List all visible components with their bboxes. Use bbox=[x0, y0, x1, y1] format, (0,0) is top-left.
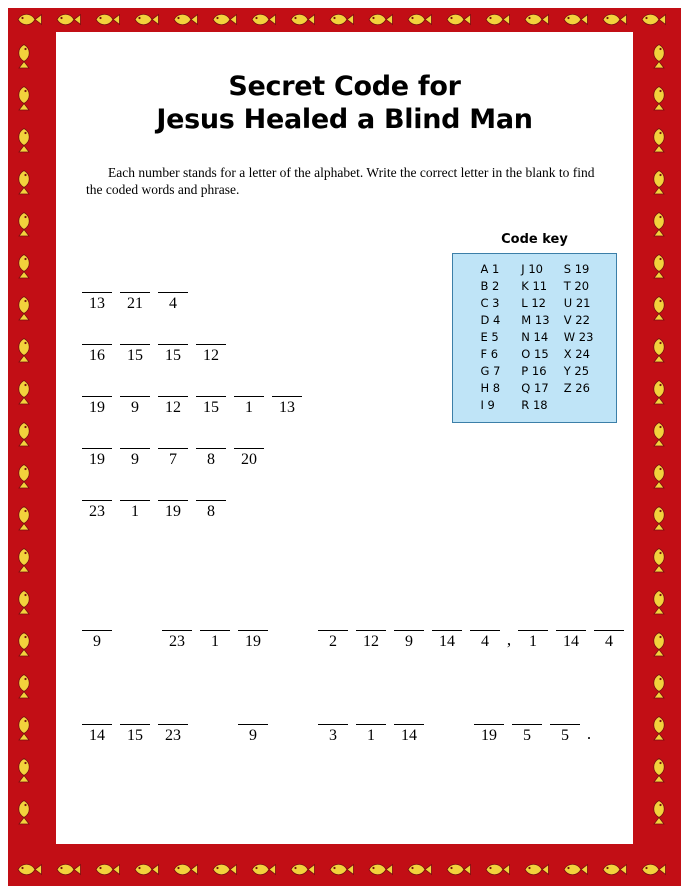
answer-blank[interactable] bbox=[390, 610, 428, 652]
fish-icon bbox=[652, 631, 667, 657]
fish-icon bbox=[16, 12, 42, 27]
fish-icon bbox=[55, 12, 81, 27]
code-key-cell: A 1 bbox=[480, 262, 500, 276]
blank-line[interactable] bbox=[82, 480, 112, 501]
fish-icon bbox=[652, 127, 667, 153]
answer-blank[interactable] bbox=[78, 376, 116, 418]
code-key-cell: N 14 bbox=[521, 330, 549, 344]
blank-line[interactable] bbox=[158, 428, 188, 449]
fish-icon bbox=[172, 12, 198, 27]
code-key-cell: S 19 bbox=[563, 262, 590, 276]
fish-icon bbox=[17, 43, 32, 69]
fish-icon bbox=[17, 463, 32, 489]
coded-word bbox=[234, 704, 272, 746]
blank-line[interactable] bbox=[238, 704, 268, 725]
fish-icon bbox=[652, 337, 667, 363]
code-key-cell: O 15 bbox=[521, 347, 549, 361]
code-key-title: Code key bbox=[501, 232, 568, 247]
fish-icon bbox=[17, 169, 32, 195]
code-key-cell: G 7 bbox=[480, 364, 501, 378]
answer-blank[interactable] bbox=[116, 428, 154, 470]
answer-blank[interactable] bbox=[352, 704, 390, 746]
fish-icon bbox=[652, 211, 667, 237]
code-key-cell: P 16 bbox=[521, 364, 547, 378]
code-number: 2 bbox=[329, 633, 337, 650]
code-number: 9 bbox=[131, 451, 139, 468]
blank-line[interactable] bbox=[158, 480, 188, 501]
blank-line[interactable] bbox=[356, 704, 386, 725]
puzzle-row bbox=[56, 610, 633, 664]
blank-line[interactable] bbox=[318, 704, 348, 725]
fish-icon bbox=[640, 12, 666, 27]
coded-word bbox=[314, 610, 504, 652]
fish-icon bbox=[133, 12, 159, 27]
fish-icon bbox=[523, 862, 549, 877]
code-key-cell: B 2 bbox=[480, 279, 500, 293]
blank-line[interactable] bbox=[120, 428, 150, 449]
code-number: 19 bbox=[481, 727, 497, 744]
code-number: 15 bbox=[203, 399, 219, 416]
fish-icon bbox=[250, 12, 276, 27]
code-number: 3 bbox=[329, 727, 337, 744]
coded-word bbox=[78, 376, 306, 418]
blank-line[interactable] bbox=[512, 704, 542, 725]
fish-icon bbox=[172, 862, 198, 877]
fish-icon bbox=[17, 757, 32, 783]
code-number: 1 bbox=[245, 399, 253, 416]
punctuation-mark: . bbox=[586, 724, 592, 743]
blank-line[interactable] bbox=[158, 324, 188, 345]
code-number: 14 bbox=[439, 633, 455, 650]
blank-line[interactable] bbox=[470, 610, 500, 631]
answer-blank[interactable] bbox=[116, 324, 154, 366]
code-key-cell: Q 17 bbox=[521, 381, 549, 395]
code-number: 15 bbox=[165, 347, 181, 364]
fish-icon bbox=[652, 421, 667, 447]
code-key-cell: Z 26 bbox=[563, 381, 590, 395]
code-key-cell: K 11 bbox=[521, 279, 548, 293]
fish-icon bbox=[250, 862, 276, 877]
code-number: 9 bbox=[93, 633, 101, 650]
fish-icon bbox=[484, 12, 510, 27]
blank-line[interactable] bbox=[196, 324, 226, 345]
blank-line[interactable] bbox=[518, 610, 548, 631]
code-key-cell: F 6 bbox=[480, 347, 499, 361]
answer-blank[interactable] bbox=[154, 480, 192, 522]
answer-blank[interactable] bbox=[466, 610, 504, 652]
fish-icon bbox=[328, 12, 354, 27]
answer-blank[interactable] bbox=[154, 272, 192, 314]
worksheet-content bbox=[56, 32, 633, 844]
answer-blank[interactable] bbox=[192, 428, 230, 470]
answer-blank[interactable] bbox=[154, 376, 192, 418]
blank-line[interactable] bbox=[120, 704, 150, 725]
coded-word bbox=[78, 324, 230, 366]
blank-line[interactable] bbox=[196, 480, 226, 501]
fish-icon bbox=[17, 337, 32, 363]
blank-line[interactable] bbox=[318, 610, 348, 631]
blank-line[interactable] bbox=[120, 272, 150, 293]
code-key-cell: I 9 bbox=[480, 398, 495, 412]
code-key-cell: C 3 bbox=[480, 296, 500, 310]
code-number: 19 bbox=[245, 633, 261, 650]
blank-line[interactable] bbox=[82, 704, 112, 725]
title-line-2: Jesus Healed a Blind Man bbox=[156, 104, 533, 135]
code-number: 13 bbox=[89, 295, 105, 312]
code-number: 7 bbox=[169, 451, 177, 468]
answer-blank[interactable] bbox=[78, 324, 116, 366]
code-number: 8 bbox=[207, 451, 215, 468]
code-key-cell: L 12 bbox=[521, 296, 546, 310]
code-key-cell: X 24 bbox=[563, 347, 590, 361]
fish-icon bbox=[328, 862, 354, 877]
answer-blank[interactable] bbox=[154, 428, 192, 470]
code-number: 21 bbox=[127, 295, 143, 312]
answer-blank[interactable] bbox=[268, 376, 306, 418]
blank-line[interactable] bbox=[550, 704, 580, 725]
code-number: 14 bbox=[563, 633, 579, 650]
code-key-cell: D 4 bbox=[480, 313, 501, 327]
fish-icon bbox=[289, 862, 315, 877]
code-key-cell: Y 25 bbox=[563, 364, 590, 378]
blank-line[interactable] bbox=[196, 376, 226, 397]
coded-word bbox=[158, 610, 272, 652]
answer-blank[interactable] bbox=[192, 376, 230, 418]
answer-blank[interactable] bbox=[314, 610, 352, 652]
code-key-cell: T 20 bbox=[563, 279, 590, 293]
code-number: 5 bbox=[523, 727, 531, 744]
answer-blank[interactable] bbox=[230, 376, 268, 418]
answer-blank[interactable] bbox=[552, 610, 590, 652]
answer-blank[interactable] bbox=[234, 704, 272, 746]
puzzle-row bbox=[56, 480, 633, 532]
fish-icon bbox=[17, 421, 32, 447]
answer-blank[interactable] bbox=[192, 324, 230, 366]
fish-icon bbox=[562, 862, 588, 877]
answer-blank[interactable] bbox=[78, 428, 116, 470]
code-key-cell: E 5 bbox=[480, 330, 499, 344]
puzzle-row bbox=[56, 428, 633, 480]
fish-icon bbox=[652, 43, 667, 69]
blank-line[interactable] bbox=[196, 428, 226, 449]
answer-blank[interactable] bbox=[508, 704, 546, 746]
answer-blank[interactable] bbox=[352, 610, 390, 652]
code-number: 14 bbox=[401, 727, 417, 744]
blank-line[interactable] bbox=[82, 610, 112, 631]
blank-line[interactable] bbox=[200, 610, 230, 631]
fish-icon bbox=[94, 862, 120, 877]
code-number: 9 bbox=[405, 633, 413, 650]
fish-icon bbox=[211, 12, 237, 27]
fish-icon bbox=[652, 253, 667, 279]
fish-icon bbox=[211, 862, 237, 877]
blank-line[interactable] bbox=[120, 324, 150, 345]
fish-icon bbox=[523, 12, 549, 27]
answer-blank[interactable] bbox=[546, 704, 584, 746]
blank-line[interactable] bbox=[356, 610, 386, 631]
code-number: 1 bbox=[131, 503, 139, 520]
blank-line[interactable] bbox=[120, 480, 150, 501]
answer-blank[interactable] bbox=[230, 428, 268, 470]
blank-line[interactable] bbox=[158, 704, 188, 725]
blank-line[interactable] bbox=[82, 428, 112, 449]
blank-line[interactable] bbox=[272, 376, 302, 397]
fish-icon bbox=[652, 379, 667, 405]
blank-line[interactable] bbox=[82, 324, 112, 345]
fish-icon bbox=[652, 757, 667, 783]
fish-icon bbox=[406, 12, 432, 27]
coded-word bbox=[78, 610, 116, 652]
fish-icon bbox=[367, 12, 393, 27]
code-number: 14 bbox=[89, 727, 105, 744]
fish-icon bbox=[640, 862, 666, 877]
blank-line[interactable] bbox=[234, 428, 264, 449]
code-number: 19 bbox=[89, 399, 105, 416]
code-key-cell: W 23 bbox=[563, 330, 594, 344]
fish-icon bbox=[289, 12, 315, 27]
code-number: 15 bbox=[127, 727, 143, 744]
code-number: 8 bbox=[207, 503, 215, 520]
code-number: 5 bbox=[561, 727, 569, 744]
blank-line[interactable] bbox=[474, 704, 504, 725]
code-number: 19 bbox=[165, 503, 181, 520]
fish-icon bbox=[17, 253, 32, 279]
puzzle-row bbox=[56, 272, 633, 324]
code-number: 4 bbox=[481, 633, 489, 650]
blank-line[interactable] bbox=[238, 610, 268, 631]
code-number: 12 bbox=[165, 399, 181, 416]
fish-icon bbox=[652, 589, 667, 615]
blank-line[interactable] bbox=[594, 610, 624, 631]
blank-line[interactable] bbox=[158, 272, 188, 293]
answer-blank[interactable] bbox=[78, 704, 116, 746]
fish-icon bbox=[484, 862, 510, 877]
puzzle-row bbox=[56, 704, 633, 758]
answer-blank[interactable] bbox=[116, 480, 154, 522]
fish-icon bbox=[445, 12, 471, 27]
blank-line[interactable] bbox=[162, 610, 192, 631]
code-number: 23 bbox=[169, 633, 185, 650]
fish-icon bbox=[16, 862, 42, 877]
fish-icon bbox=[652, 505, 667, 531]
fish-icon bbox=[55, 862, 81, 877]
fish-icon bbox=[17, 211, 32, 237]
answer-blank[interactable] bbox=[78, 480, 116, 522]
fish-icon bbox=[652, 673, 667, 699]
fish-icon bbox=[652, 295, 667, 321]
blank-line[interactable] bbox=[394, 704, 424, 725]
code-number: 12 bbox=[203, 347, 219, 364]
fish-icon bbox=[17, 547, 32, 573]
puzzle-row bbox=[56, 376, 633, 428]
answer-blank[interactable] bbox=[154, 324, 192, 366]
fish-icon bbox=[17, 589, 32, 615]
code-key-cell: H 8 bbox=[480, 381, 501, 395]
fish-icon bbox=[133, 862, 159, 877]
fish-icon bbox=[17, 127, 32, 153]
fish-icon bbox=[652, 715, 667, 741]
answer-blank[interactable] bbox=[154, 704, 192, 746]
fish-icon bbox=[17, 673, 32, 699]
blank-line[interactable] bbox=[120, 376, 150, 397]
code-number: 13 bbox=[279, 399, 295, 416]
coded-word bbox=[78, 704, 192, 746]
code-number: 1 bbox=[367, 727, 375, 744]
fish-icon bbox=[17, 799, 32, 825]
instructions-text: Each number stands for a letter of the alphabet. Write the correct letter in the blank to find the coded words and phrase. bbox=[86, 165, 595, 197]
code-number: 15 bbox=[127, 347, 143, 364]
answer-blank[interactable] bbox=[470, 704, 508, 746]
coded-word bbox=[514, 610, 628, 652]
blank-line[interactable] bbox=[394, 610, 424, 631]
answer-blank[interactable] bbox=[116, 376, 154, 418]
fish-icon bbox=[94, 12, 120, 27]
blank-line[interactable] bbox=[82, 376, 112, 397]
coded-word bbox=[78, 272, 192, 314]
code-number: 19 bbox=[89, 451, 105, 468]
fish-icon bbox=[406, 862, 432, 877]
title-line-1: Secret Code for bbox=[228, 71, 461, 102]
answer-blank[interactable] bbox=[78, 272, 116, 314]
fish-icon bbox=[17, 379, 32, 405]
answer-blank[interactable] bbox=[314, 704, 352, 746]
fish-icon bbox=[17, 715, 32, 741]
code-key-cell: U 21 bbox=[563, 296, 591, 310]
code-number: 12 bbox=[363, 633, 379, 650]
page-title bbox=[56, 70, 633, 136]
blank-line[interactable] bbox=[234, 376, 264, 397]
answer-blank[interactable] bbox=[192, 480, 230, 522]
answer-blank[interactable] bbox=[158, 610, 196, 652]
coded-word bbox=[470, 704, 584, 746]
answer-blank[interactable] bbox=[78, 610, 116, 652]
code-key-cell: V 22 bbox=[563, 313, 590, 327]
puzzle-lines bbox=[56, 272, 633, 758]
coded-word bbox=[78, 480, 230, 522]
fish-icon bbox=[652, 799, 667, 825]
code-key-cell: J 10 bbox=[521, 262, 543, 276]
answer-blank[interactable] bbox=[428, 610, 466, 652]
blank-line[interactable] bbox=[556, 610, 586, 631]
code-number: 20 bbox=[241, 451, 257, 468]
code-number: 4 bbox=[605, 633, 613, 650]
fish-icon bbox=[652, 547, 667, 573]
code-number: 1 bbox=[211, 633, 219, 650]
fish-icon bbox=[445, 862, 471, 877]
code-number: 9 bbox=[131, 399, 139, 416]
fish-icon bbox=[17, 295, 32, 321]
coded-word bbox=[78, 428, 268, 470]
coded-word bbox=[314, 704, 428, 746]
answer-blank[interactable] bbox=[196, 610, 234, 652]
code-number: 4 bbox=[169, 295, 177, 312]
answer-blank[interactable] bbox=[590, 610, 628, 652]
answer-blank[interactable] bbox=[116, 272, 154, 314]
code-number: 1 bbox=[529, 633, 537, 650]
code-number: 16 bbox=[89, 347, 105, 364]
fish-icon bbox=[17, 85, 32, 111]
fish-icon bbox=[601, 12, 627, 27]
fish-icon bbox=[652, 463, 667, 489]
fish-icon bbox=[562, 12, 588, 27]
fish-icon bbox=[17, 505, 32, 531]
fish-icon bbox=[652, 85, 667, 111]
puzzle-row bbox=[56, 324, 633, 376]
answer-blank[interactable] bbox=[390, 704, 428, 746]
blank-line[interactable] bbox=[432, 610, 462, 631]
fish-icon bbox=[17, 631, 32, 657]
code-number: 9 bbox=[249, 727, 257, 744]
code-key-cell: R 18 bbox=[521, 398, 548, 412]
fish-icon bbox=[601, 862, 627, 877]
answer-blank[interactable] bbox=[514, 610, 552, 652]
code-key-cell: M 13 bbox=[521, 313, 550, 327]
code-number: 23 bbox=[89, 503, 105, 520]
punctuation-mark: , bbox=[506, 630, 512, 649]
answer-blank[interactable] bbox=[234, 610, 272, 652]
fish-icon bbox=[367, 862, 393, 877]
blank-line[interactable] bbox=[158, 376, 188, 397]
blank-line[interactable] bbox=[82, 272, 112, 293]
fish-icon bbox=[652, 169, 667, 195]
code-number: 23 bbox=[165, 727, 181, 744]
answer-blank[interactable] bbox=[116, 704, 154, 746]
